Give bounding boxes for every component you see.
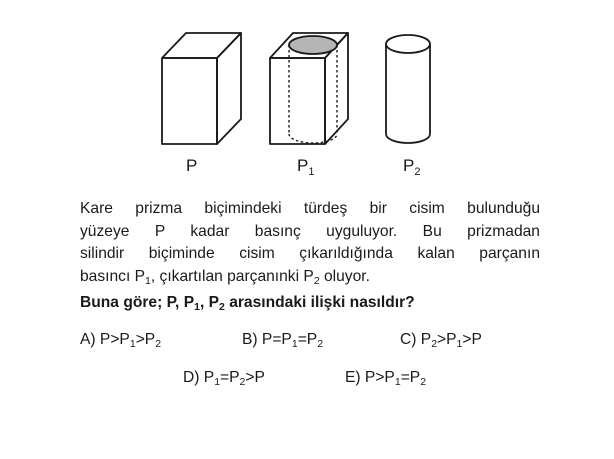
cylinder-hole-top <box>289 36 337 54</box>
square-prism-p <box>162 33 241 144</box>
option-b-text-1: =P <box>297 331 318 348</box>
prism-with-hole-p1 <box>270 33 348 144</box>
option-d-text-2: >P <box>245 369 265 386</box>
option-b-sub-0: 1 <box>291 338 298 350</box>
option-e[interactable] <box>345 367 426 389</box>
option-e-sub-0: 1 <box>394 376 401 388</box>
label-p-text: P <box>186 156 198 175</box>
q4-sub-2: 2 <box>313 274 320 287</box>
option-d-text-0: D) P <box>183 369 215 386</box>
question-text <box>80 198 540 288</box>
option-c[interactable] <box>400 329 482 351</box>
prompt-part-b: , P <box>199 294 220 311</box>
q4-part-a: basıncı P <box>80 267 146 285</box>
option-c-sub-1: 1 <box>456 338 463 350</box>
option-e-text-0: E) P>P <box>345 369 395 386</box>
question-prompt <box>80 292 550 314</box>
option-c-text-0: C) P <box>400 331 432 348</box>
prompt-part-c: arasındaki ilişki nasıldır? <box>224 294 415 311</box>
label-p2-text: P <box>403 156 415 175</box>
option-d-text-1: =P <box>220 369 240 386</box>
option-d-sub-1: 2 <box>239 376 246 388</box>
label-p1-sub: 1 <box>308 166 315 178</box>
option-b[interactable] <box>242 329 323 351</box>
q4-part-c: oluyor. <box>319 267 370 285</box>
q4-part-b: , çıkartılan parçanınki P <box>150 267 314 285</box>
q4-sub-1: 1 <box>145 274 151 287</box>
option-a-text-1: >P <box>135 331 156 348</box>
label-p2 <box>403 156 421 178</box>
label-p1-text: P <box>297 156 309 175</box>
label-p <box>186 157 197 174</box>
label-p2-sub: 2 <box>414 166 421 178</box>
option-a-sub-1: 2 <box>155 338 162 350</box>
option-e-text-1: =P <box>400 369 421 386</box>
question-line-4 <box>80 266 540 289</box>
prompt-sub-2: 2 <box>219 301 225 313</box>
option-a-sub-0: 1 <box>129 338 136 350</box>
option-a[interactable] <box>80 329 161 351</box>
question-line-3: silindir biçiminde cisim çıkarıldığında kalan parçanın <box>80 245 540 262</box>
option-c-text-2: >P <box>462 331 482 348</box>
figure <box>0 0 614 200</box>
option-d-sub-0: 1 <box>214 376 221 388</box>
option-c-text-1: >P <box>437 331 457 348</box>
question-line-1: Kare prizma biçimindeki türdeş bir cisim bulunduğu <box>80 200 540 217</box>
option-c-sub-0: 2 <box>431 338 438 350</box>
option-e-sub-1: 2 <box>420 376 427 388</box>
option-d[interactable] <box>183 367 265 389</box>
option-b-text-0: B) P=P <box>242 331 292 348</box>
label-p1 <box>297 156 315 178</box>
question-line-2: yüzeye P kadar basınç uyguluyor. Bu prizmadan <box>80 222 540 240</box>
cylinder-p2 <box>386 35 430 143</box>
prompt-part-a: Buna göre; P, P <box>80 294 195 311</box>
option-a-text-0: A) P>P <box>80 331 130 348</box>
option-b-sub-1: 2 <box>317 338 324 350</box>
prompt-sub-1: 1 <box>194 301 200 313</box>
